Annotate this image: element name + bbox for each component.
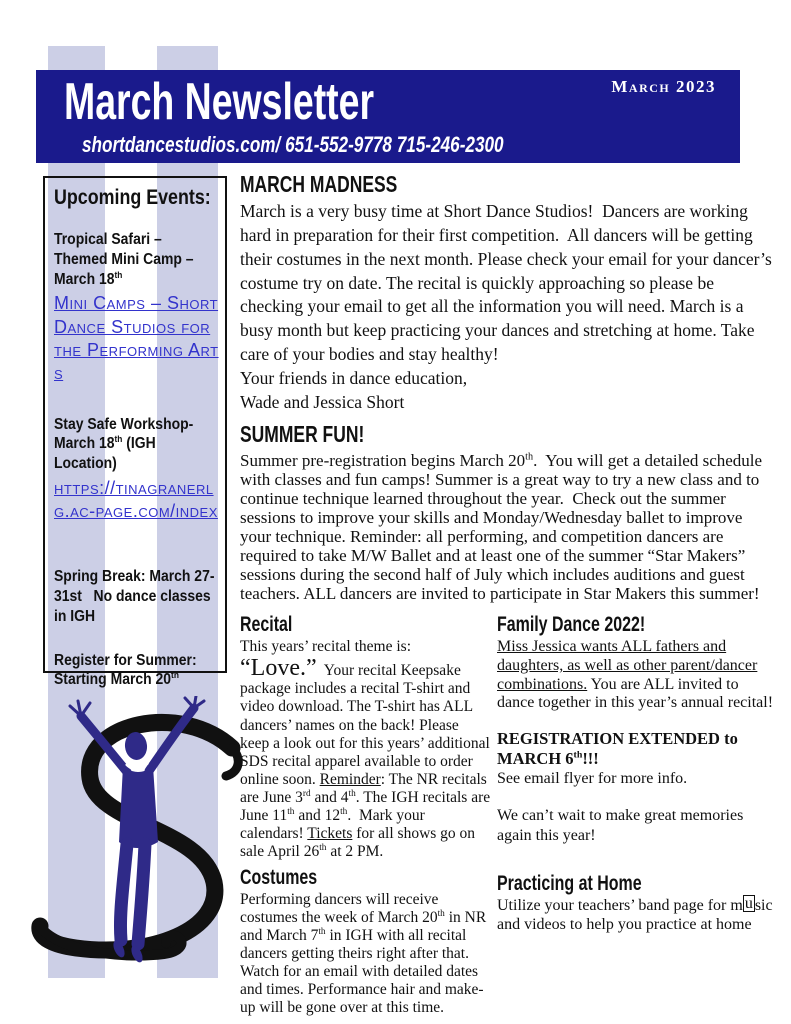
family-dance-body: Miss Jessica wants ALL fathers and daughters, as well as other parent/dancer combinations. You are ALL invited to dance together in this year’s annual recital! xyxy=(497,638,774,712)
summer-fun-heading: SUMMER FUN! xyxy=(240,421,365,448)
costumes-body: Performing dancers will receive costumes the week of March 20th in NR and March 7th in IGH with all recital dancers getting theirs right after that. Watch for an email with detailed dates and times. Performance hair and make-up will be gone over at this time. xyxy=(240,890,487,1017)
signoff-line-1: Your friends in dance education, xyxy=(240,367,468,388)
practicing-body-suffix: sic and videos to help you practice at home xyxy=(497,896,773,933)
left-column xyxy=(240,613,491,1018)
march-madness-heading: MARCH MADNESS xyxy=(240,171,398,197)
section-recital xyxy=(240,613,491,862)
summer-fun-body: Summer pre-registration begins March 20th. You will get a detailed schedule with classes and fun camps! Summer is a great way to try a new class and to continue technique learned throughout the year. Check out the summer sessions to improve your skills and Monday/Wednesday ballet to improve your technique. Reminder: all performing, and competition dancers are required to take M/W Ballet and at least one of the summer “Star Makers” sessions during the second half of July which includes auditions and guest teachers. ALL dancers are invited to participate in Star Makers this summer! xyxy=(240,450,763,603)
contact-info: shortdancestudios.com/ 651-552-9778 715-246-2300 xyxy=(82,132,504,157)
event-stay-safe-workshop: Stay Safe Workshop- March 18th (IGH Location) xyxy=(54,415,194,473)
section-summer-fun xyxy=(240,422,777,603)
family-dance-heading: Family Dance 2022! xyxy=(497,613,646,637)
missing-glyph-box: u xyxy=(744,894,753,912)
registration-extended-note: REGISTRATION EXTENDED to MARCH 6th!!! xyxy=(497,728,738,768)
costumes-heading: Costumes xyxy=(240,865,318,889)
practicing-heading: Practicing at Home xyxy=(497,871,642,895)
right-column xyxy=(497,613,777,1018)
recital-body: This years’ recital theme is: “Love.” Your recital Keepsake package includes a recital T-shirt and video download. The T-shirt has ALL dancers’ names on the back! Please keep a look out for this years’ additional SDS recital apparel available to order online soon. Reminder: The NR recitals are June 3rd and 4th. The IGH recitals are June 11th and 12th. Mark your calendars! Tickets for all shows go on sale April 26th at 2 PM. xyxy=(240,638,491,861)
two-column-area xyxy=(240,613,777,1018)
issue-date: March 2023 xyxy=(611,77,716,96)
dancer-s-logo xyxy=(24,696,262,992)
section-costumes xyxy=(240,866,491,1018)
section-march-madness xyxy=(240,172,777,414)
event-spring-break: Spring Break: March 27-31st No dance classes in IGH xyxy=(54,568,215,625)
section-practicing-at-home xyxy=(497,872,777,935)
main-content xyxy=(240,172,777,1018)
sidebar-heading: Upcoming Events: xyxy=(54,186,211,209)
masthead-banner xyxy=(36,70,740,163)
link-workshop-url[interactable]: https://tinagranerlg.ac-page.com/index xyxy=(54,478,218,522)
practicing-body xyxy=(497,894,777,934)
recital-heading: Recital xyxy=(240,613,293,637)
link-mini-camps[interactable]: Mini Camps – Short Dance Studios for the Performing Arts xyxy=(54,293,219,383)
newsletter-title: March Newsletter xyxy=(64,73,375,131)
closing-note: We can’t wait to make great memories again this year! xyxy=(497,806,744,844)
section-family-dance xyxy=(497,613,777,846)
email-flyer-note: See email flyer for more info. xyxy=(497,769,688,787)
practicing-body-prefix: Utilize your teachers’ band page for m xyxy=(497,896,743,914)
upcoming-events-sidebar xyxy=(43,176,227,689)
march-madness-body: March is a very busy time at Short Dance Studios! Dancers are working hard in preparation for their first competition. All dancers will be getting their costumes in the next month. Please check your email for your dancer’s costume try on date. The recital is quickly approaching so please be checking your email to get all the information you will need. March is a busy month but keep practicing your dances and stretching at home. Take care of your bodies and stay healthy! xyxy=(240,201,772,365)
signoff-line-2: Wade and Jessica Short xyxy=(240,391,405,412)
event-register-summer: Register for Summer: Starting March 20th xyxy=(54,651,197,689)
event-tropical-safari: Tropical Safari – Themed Mini Camp – March 18th xyxy=(54,231,194,288)
